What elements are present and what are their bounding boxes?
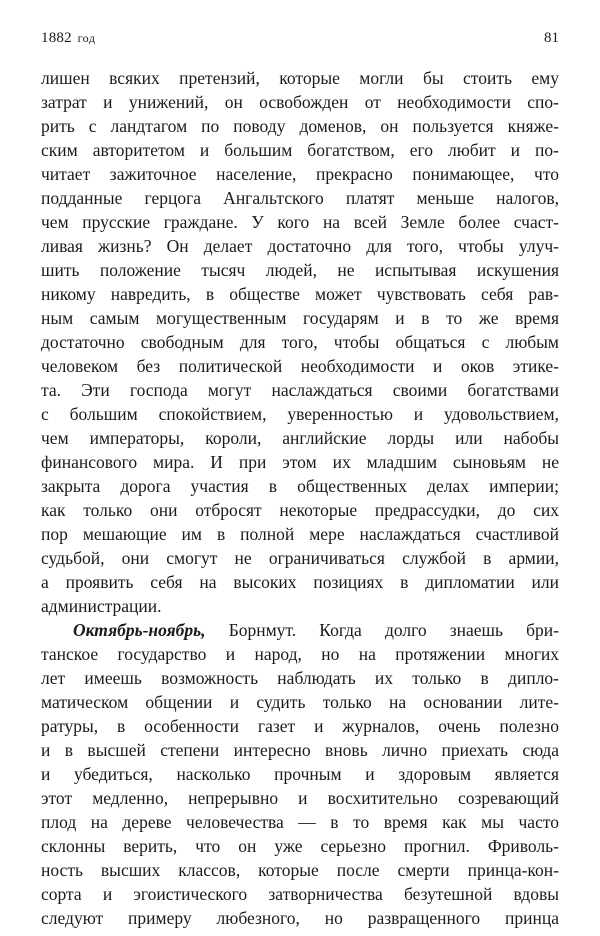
text-line: плод на дереве человечества — в то время как мы часто (41, 812, 559, 832)
text-line: склонны верить, что он уже серьезно прогнил. Фриволь- (41, 836, 559, 856)
text-line: закрыта дорога участия в общественных делах империи; (41, 476, 559, 496)
running-title (41, 30, 95, 47)
header-year: 1882 (41, 30, 72, 46)
text-line: достаточно свободным для того, чтобы общаться с любым (41, 332, 559, 352)
text-line: затрат и унижений, он освобожден от необходимости спо- (41, 92, 559, 112)
text-line: читает зажиточное население, прекрасно понимающее, что (41, 164, 559, 184)
text-line: матическом общении и судить только на основании лите- (41, 692, 559, 712)
text-line: ливая жизнь? Он делает достаточно для того, чтобы улуч- (41, 236, 559, 256)
entry-first-line (41, 618, 559, 642)
text-line: и убедиться, насколько прочным и здоровым является (41, 764, 559, 784)
running-head (41, 30, 559, 54)
entry-date-lead: Октябрь-ноябрь, (73, 620, 206, 640)
text-line: ратуры, в особенности газет и журналов, очень полезно (41, 716, 559, 736)
text-line: пор мешающие им в полной мере наслаждаться счастливой (41, 524, 559, 544)
text-line: ским авторитетом и большим богатством, его любит и по- (41, 140, 559, 160)
entry-first-line-text: Борнмут. Когда долго знаешь бри- (205, 620, 559, 640)
text-line: ность высших классов, которые после смерти принца-кон- (41, 860, 559, 880)
text-line: следуют примеру любезного, но развращенного принца (41, 908, 559, 928)
paragraph-continued (41, 66, 559, 618)
header-year-word: год (77, 31, 96, 45)
text-line: чем прусские граждане. У кого на всей Земле более счаст- (41, 212, 559, 232)
text-line: как только они отбросят некоторые предрассудки, до сих (41, 500, 559, 520)
text-line: танское государство и народ, но на протяжении многих (41, 644, 559, 664)
body-text (41, 66, 559, 930)
text-line: человеком без политической необходимости и оков этике- (41, 356, 559, 376)
text-line: и в высшей степени интересно вновь лично приехать сюда (41, 740, 559, 760)
paragraph-entry (41, 618, 559, 930)
text-line: та. Эти господа могут наслаждаться своими богатствами (41, 380, 559, 400)
text-line: лет имеешь возможность наблюдать их только в дипло- (41, 668, 559, 688)
page-number: 81 (544, 30, 559, 46)
text-line: а проявить себя на высоких позициях в дипломатии или (41, 572, 559, 592)
text-line: чем императоры, короли, английские лорды или набобы (41, 428, 559, 448)
text-line: ным самым могущественным государям и в то же время (41, 308, 559, 328)
text-line: подданные герцога Ангальтского платят меньше налогов, (41, 188, 559, 208)
text-line: никому навредить, в обществе может чувствовать себя рав- (41, 284, 559, 304)
text-line: финансового мира. И при этом их младшим сыновьям не (41, 452, 559, 472)
text-line: судьбой, они смогут не ограничиваться службой в армии, (41, 548, 559, 568)
text-line: администрации. (41, 596, 162, 616)
text-line: лишен всяких претензий, которые могли бы стоить ему (41, 68, 559, 88)
text-line: с большим спокойствием, уверенностью и удовольствием, (41, 404, 559, 424)
text-line: шить положение тысяч людей, не испытывая искушения (41, 260, 559, 280)
text-line: этот медленно, непрерывно и восхитительно созревающий (41, 788, 559, 808)
text-line: сорта и эгоистического затворничества безутешной вдовы (41, 884, 559, 904)
text-line: рить с ландтагом по поводу доменов, он пользуется княже- (41, 116, 559, 136)
